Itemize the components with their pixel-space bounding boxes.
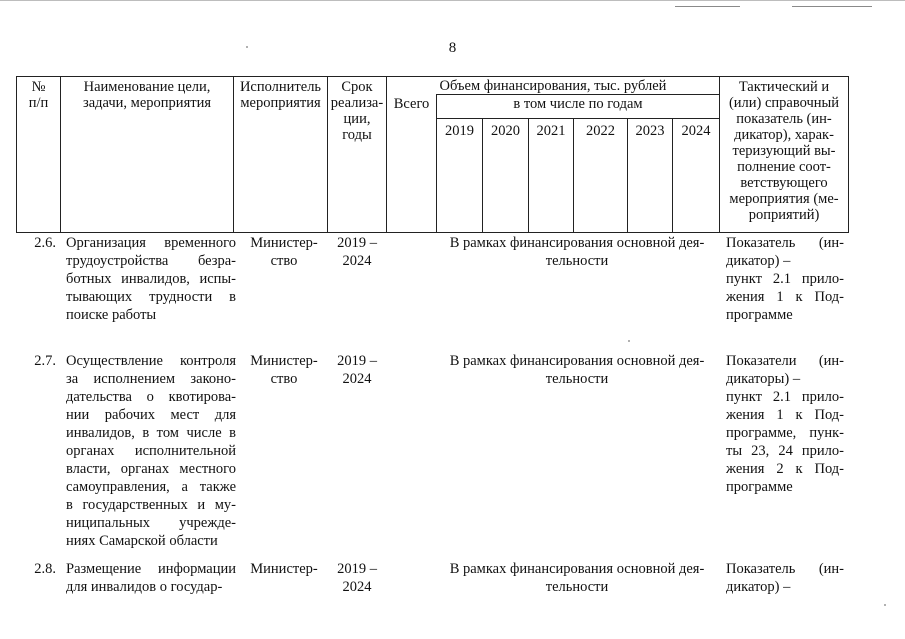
header-year-2022: 2022 [586, 123, 615, 139]
row-term: 2019 – 2024 [337, 235, 377, 269]
scan-line-artifact [792, 6, 872, 7]
row-number: 2.8. [34, 561, 56, 577]
header-total: Всего [393, 96, 430, 112]
header-executor: Исполнитель мероприятия [239, 79, 322, 111]
header-term: Срок реализа- ции, годы [330, 79, 384, 143]
header-year-2024: 2024 [681, 123, 711, 139]
row-funding: В рамках финансирования основной дея- тельности [449, 353, 705, 387]
row-executor: Министер- [250, 561, 318, 577]
scan-line-artifact [675, 6, 740, 7]
row-name: Размещение информации для инвалидов о государ- [66, 561, 236, 595]
header-num: № п/п [28, 79, 49, 111]
scan-speck [628, 340, 630, 342]
row-executor: Министер- ство [250, 235, 318, 269]
row-name: Организация временного трудоустройства безра- ботных инвалидов, испы- тывающих трудности в поиске работы [66, 235, 236, 323]
header-year-2020: 2020 [491, 123, 520, 139]
scan-top-edge [0, 0, 905, 1]
header-by-years: в том числе по годам [513, 96, 643, 112]
header-year-2023: 2023 [635, 123, 665, 139]
row-term: 2019 – 2024 [337, 561, 377, 595]
row-indicator: Показатели (ин- дикаторы) – пункт 2.1 прило- жения 1 к Под- программе, пунк- ты 23, 24 прило- жения 2 к Под- программе [726, 353, 844, 495]
row-funding: В рамках финансирования основной дея- тельности [449, 235, 705, 269]
row-executor: Министер- ство [250, 353, 318, 387]
header-funding: Объем финансирования, тыс. рублей [439, 78, 667, 94]
row-term: 2019 – 2024 [337, 353, 377, 387]
row-funding: В рамках финансирования основной дея- тельности [449, 561, 705, 595]
row-number: 2.7. [34, 353, 56, 369]
row-indicator: Показатель (ин- дикатор) – пункт 2.1 прило- жения 1 к Под- программе [726, 235, 844, 323]
header-indicator: Тактический и (или) справочный показатель (ин- дикатор), харак- теризующий вы- полнение соот- ветствующего мероприятия (ме- роприятий) [728, 79, 840, 223]
row-indicator: Показатель (ин- дикатор) – [726, 561, 844, 595]
page-number: 8 [448, 40, 457, 56]
scan-speck [884, 604, 886, 606]
row-name: Осуществление контроля за исполнением законо- дательства о квотирова- нии рабочих мест для инвалидов, в том числе в органах исполнительной власти, органах местного самоуправления, а также в государственных и му- ниципальных учрежде- ниях Самарской области [66, 353, 236, 549]
header-year-2021: 2021 [536, 123, 566, 139]
header-name: Наименование цели, задачи, мероприятия [82, 79, 211, 111]
row-number: 2.6. [34, 235, 56, 251]
header-year-2019: 2019 [445, 123, 474, 139]
